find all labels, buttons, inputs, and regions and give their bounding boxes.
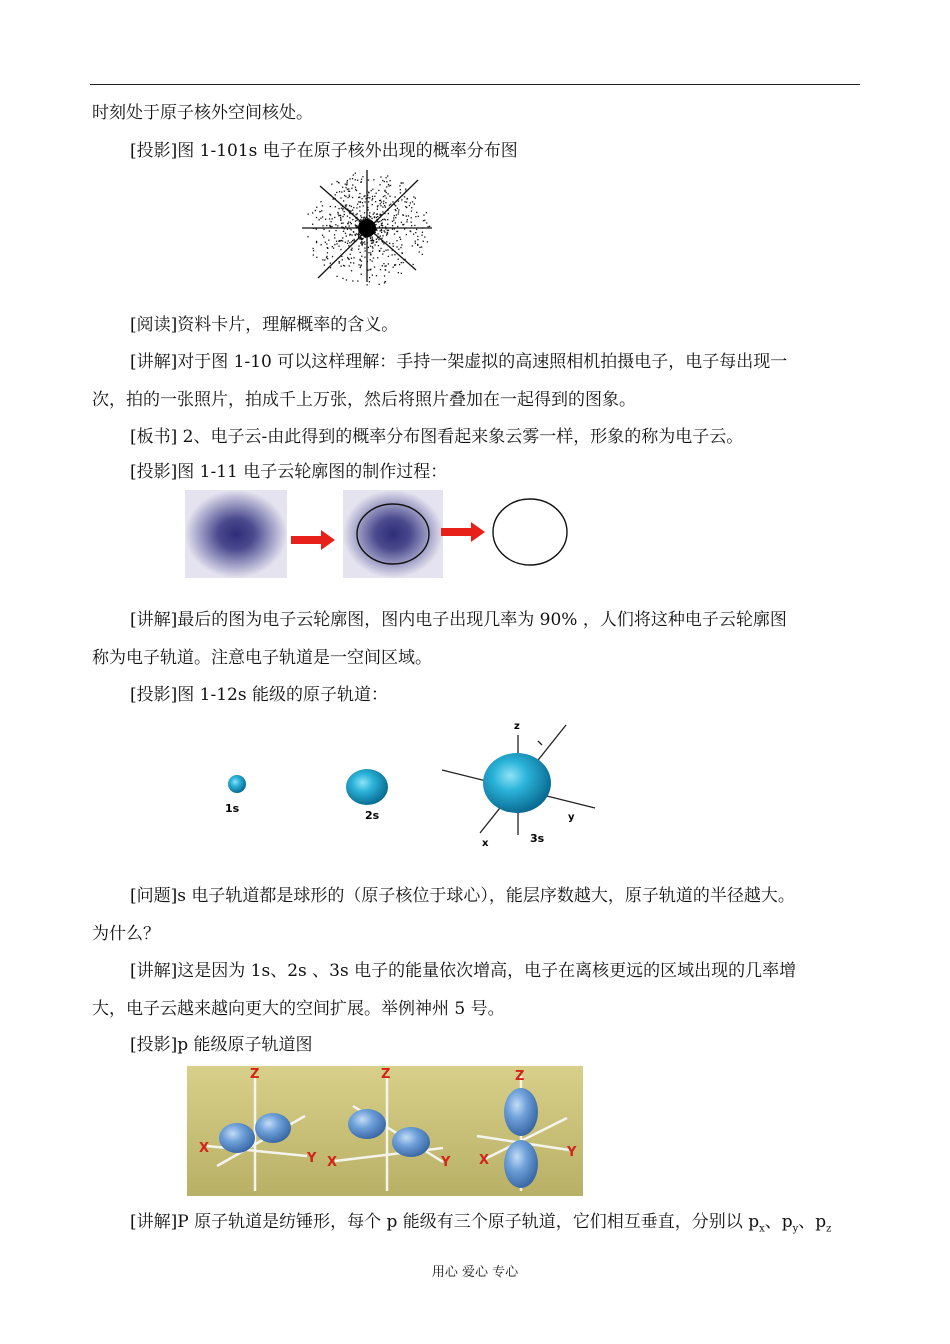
figure-p-orbitals — [187, 1066, 583, 1196]
axis-y-label: Y — [567, 1145, 577, 1160]
paragraph — [130, 1212, 900, 1239]
paragraph-text: [讲解]P 原子轨道是纺锤形，每个 p 能级有三个原子轨道，它们相互垂直，分别以 p — [130, 1212, 760, 1232]
arrow-icon — [441, 522, 485, 542]
axis-y-label: y — [568, 812, 575, 823]
figure-electron-probability-dots — [298, 166, 436, 286]
orbital-2s — [346, 769, 388, 805]
figure-electron-cloud-contour — [185, 490, 575, 580]
orbital-3s — [483, 753, 551, 813]
label-1s: 1s — [225, 802, 240, 815]
label-3s: 3s — [530, 832, 545, 845]
axis-z-label: z — [514, 721, 520, 732]
pz-orbital-panel — [457, 1066, 583, 1196]
paragraph: [投影]p 能级原子轨道图 — [130, 1035, 313, 1055]
axis-z-label: Z — [515, 1069, 525, 1084]
paragraph: [阅读]资料卡片，理解概率的含义。 — [130, 315, 399, 335]
axis-x-label: X — [199, 1141, 210, 1156]
paragraph: [板书] 2、电子云-由此得到的概率分布图看起来象云雾一样，形象的称为电子云。 — [130, 427, 744, 447]
separator: 、p — [798, 1212, 827, 1232]
subscript-z: z — [826, 1223, 832, 1235]
px-orbital-panel — [187, 1066, 323, 1196]
subscript-x: x — [759, 1223, 765, 1235]
paragraph: 次，拍的一张照片，拍成千上万张，然后将照片叠加在一起得到的图象。 — [92, 390, 636, 410]
paragraph: [投影]图 1-101s 电子在原子核外出现的概率分布图 — [130, 141, 518, 161]
paragraph: 大，电子云越来越向更大的空间扩展。举例神州 5 号。 — [92, 999, 505, 1019]
header-rule — [90, 84, 860, 85]
paragraph: [投影]图 1-11 电子云轮廓图的制作过程： — [130, 462, 448, 482]
axis-z-label: Z — [250, 1067, 260, 1082]
paragraph: 为什么？ — [92, 924, 160, 944]
arrow-icon — [291, 530, 335, 550]
page-footer: 用心 爱心 专心 — [431, 1265, 519, 1280]
paragraph: [问题]s 电子轨道都是球形的（原子核位于球心），能层序数越大，原子轨道的半径越大。 — [130, 886, 795, 906]
paragraph: [讲解]这是因为 1s、2s 、3s 电子的能量依次增高，电子在离核更远的区域出现的几率增 — [130, 961, 797, 981]
orbital-1s — [228, 775, 246, 793]
label-2s: 2s — [365, 809, 380, 822]
paragraph: 时刻处于原子核外空间核处。 — [92, 103, 313, 123]
separator: 、p — [764, 1212, 793, 1232]
axis-x-label: x — [482, 838, 489, 849]
paragraph: [讲解]最后的图为电子云轮廓图，图内电子出现几率为 90% ，人们将这种电子云轮廓图 — [130, 610, 787, 630]
paragraph: 称为电子轨道。注意电子轨道是一空间区域。 — [92, 648, 432, 668]
electron-cloud-image — [185, 490, 287, 578]
axis-z-label: Z — [381, 1067, 391, 1082]
axis-x-label: X — [327, 1155, 338, 1170]
electron-cloud-with-contour-image — [343, 490, 443, 578]
axis-y-label: Y — [307, 1151, 317, 1166]
paragraph: [讲解]对于图 1-10 可以这样理解：手持一架虚拟的高速照相机拍摄电子，电子每出现一 — [130, 352, 788, 372]
axis-y-label: Y — [441, 1155, 451, 1170]
figure-s-orbitals — [220, 715, 610, 855]
axis-x-label: X — [479, 1153, 490, 1168]
paragraph: [投影]图 1-12s 能级的原子轨道： — [130, 685, 388, 705]
contour-ellipse — [493, 499, 567, 565]
py-orbital-panel — [323, 1066, 457, 1196]
subscript-y: y — [792, 1223, 799, 1235]
